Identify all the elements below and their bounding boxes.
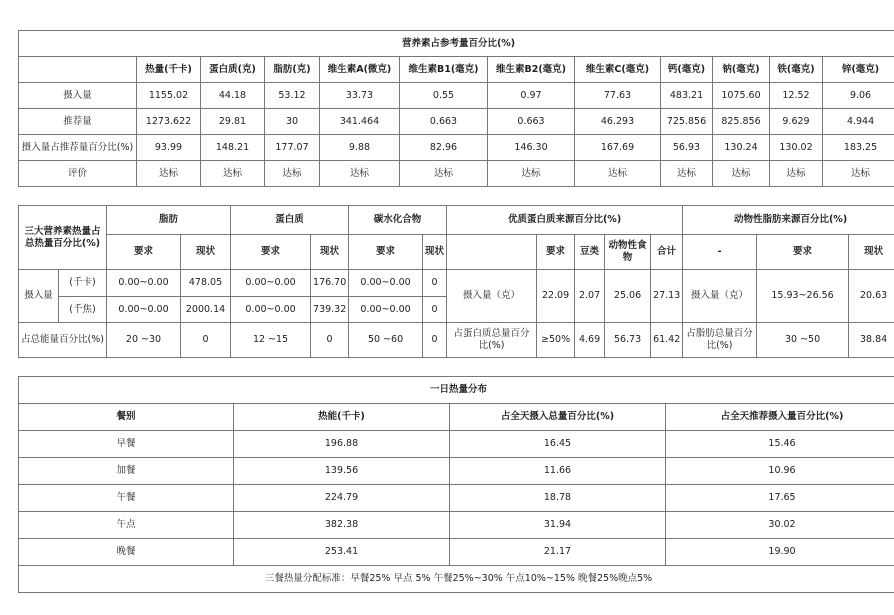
table-row [19, 270, 894, 297]
header-cell: 维生素B1(毫克) [400, 57, 488, 83]
table-cell: 224.79 [234, 485, 450, 512]
row-label: 摄入量占推荐量百分比(%) [19, 135, 137, 161]
table-cell: 达标 [488, 161, 575, 187]
table-cell: 0.00~0.00 [231, 270, 311, 297]
table-row [19, 458, 894, 485]
table-row [19, 161, 894, 187]
table-cell: 0 [181, 323, 231, 358]
header-cell: 要求 [231, 235, 311, 270]
table-cell: 0.97 [488, 83, 575, 109]
table-cell: 达标 [320, 161, 400, 187]
table-cell: 达标 [400, 161, 488, 187]
meal-name: 加餐 [19, 458, 234, 485]
table-cell: 20 ~30 [107, 323, 181, 358]
table-cell: 达标 [770, 161, 823, 187]
table-cell: 27.13 [651, 270, 683, 323]
table-cell: 30 ~50 [757, 323, 849, 358]
table-cell: 253.41 [234, 539, 450, 566]
protein-header: 蛋白质 [231, 206, 349, 235]
meal-name: 早餐 [19, 431, 234, 458]
table-cell: 38.84 [849, 323, 894, 358]
table-cell: 4.944 [823, 109, 894, 135]
table-cell: 53.12 [265, 83, 320, 109]
header-cell: 豆类 [575, 235, 605, 270]
header-cell: 钙(毫克) [661, 57, 713, 83]
table-row [19, 431, 894, 458]
header-cell: 维生素A(微克) [320, 57, 400, 83]
table-cell: 0.00~0.00 [349, 270, 423, 297]
meal-table-title: 一日热量分布 [19, 377, 894, 404]
header-cell [19, 57, 137, 83]
header-cell: 现状 [181, 235, 231, 270]
header-cell: 餐别 [19, 404, 234, 431]
table-row [19, 485, 894, 512]
table-cell: 0 [423, 297, 447, 323]
table-cell: 30.02 [666, 512, 894, 539]
table-cell: 达标 [661, 161, 713, 187]
fat-header: 脂肪 [107, 206, 231, 235]
nutrient-table-title: 营养素占参考量百分比(%) [19, 31, 894, 57]
table-cell: 0.00~0.00 [107, 270, 181, 297]
macro-corner-header: 三大营养素热量占总热量百分比(%) [19, 206, 107, 270]
header-cell: 脂肪(克) [265, 57, 320, 83]
table-cell: 11.66 [450, 458, 666, 485]
row-label: 评价 [19, 161, 137, 187]
header-cell: 要求 [107, 235, 181, 270]
header-cell: 铁(毫克) [770, 57, 823, 83]
table-row [19, 539, 894, 566]
table-cell: 148.21 [201, 135, 265, 161]
table-cell: 196.88 [234, 431, 450, 458]
header-cell: 要求 [349, 235, 423, 270]
table-cell: 达标 [713, 161, 770, 187]
header-cell: 占全天摄入总量百分比(%) [450, 404, 666, 431]
carb-header: 碳水化合物 [349, 206, 447, 235]
table-cell: 1273.622 [137, 109, 201, 135]
table-cell: 50 ~60 [349, 323, 423, 358]
table-cell: ≥50% [537, 323, 575, 358]
meal-name: 午餐 [19, 485, 234, 512]
table-cell: 725.856 [661, 109, 713, 135]
table-cell: 341.464 [320, 109, 400, 135]
nutrient-percentage-table [18, 30, 894, 187]
table-cell: 19.90 [666, 539, 894, 566]
table-cell: 483.21 [661, 83, 713, 109]
table-cell: 46.293 [575, 109, 661, 135]
table-cell: 30 [265, 109, 320, 135]
header-cell: 蛋白质(克) [201, 57, 265, 83]
table-cell: 139.56 [234, 458, 450, 485]
table-cell: 25.06 [605, 270, 651, 323]
table-cell: 达标 [201, 161, 265, 187]
table-cell: 739.32 [311, 297, 349, 323]
table-cell: 21.17 [450, 539, 666, 566]
header-cell: 维生素B2(毫克) [488, 57, 575, 83]
table-cell: 31.94 [450, 512, 666, 539]
animal-pct-label: 占脂肪总量百分比(%) [683, 323, 757, 358]
header-cell: - [683, 235, 757, 270]
table-cell: 61.42 [651, 323, 683, 358]
table-cell: 93.99 [137, 135, 201, 161]
table-cell: 0.663 [400, 109, 488, 135]
table-cell: 0.00~0.00 [231, 297, 311, 323]
table-cell: 77.63 [575, 83, 661, 109]
table-cell: 33.73 [320, 83, 400, 109]
header-cell: 锌(毫克) [823, 57, 894, 83]
animal-fat-header: 动物性脂肪来源百分比(%) [683, 206, 894, 235]
header-cell: 热能(千卡) [234, 404, 450, 431]
table-cell: 17.65 [666, 485, 894, 512]
table-cell: 382.38 [234, 512, 450, 539]
quality-intake-label: 摄入量（克） [447, 270, 537, 323]
pct-label: 占总能量百分比(%) [19, 323, 107, 358]
table-cell: 达标 [137, 161, 201, 187]
table-cell: 130.02 [770, 135, 823, 161]
table-cell: 9.629 [770, 109, 823, 135]
header-cell: 合计 [651, 235, 683, 270]
unit-label: (千焦) [59, 297, 107, 323]
animal-intake-label: 摄入量（克） [683, 270, 757, 323]
table-cell: 16.45 [450, 431, 666, 458]
table-cell: 44.18 [201, 83, 265, 109]
table-cell: 达标 [265, 161, 320, 187]
table-cell: 29.81 [201, 109, 265, 135]
unit-label: (千卡) [59, 270, 107, 297]
table-cell: 15.46 [666, 431, 894, 458]
table-cell: 0.55 [400, 83, 488, 109]
meal-distribution-note: 三餐热量分配标准：早餐25% 早点 5% 午餐25%~30% 午点10%~15% 晚餐25%晚点5% [19, 566, 894, 593]
table-cell: 130.24 [713, 135, 770, 161]
row-label: 推荐量 [19, 109, 137, 135]
table-cell: 22.09 [537, 270, 575, 323]
header-cell: 占全天推荐摄入量百分比(%) [666, 404, 894, 431]
quality-protein-header: 优质蛋白质来源百分比(%) [447, 206, 683, 235]
table-cell: 478.05 [181, 270, 231, 297]
header-cell: 要求 [757, 235, 849, 270]
macronutrient-table [18, 205, 894, 358]
meal-energy-table [18, 376, 894, 593]
table-cell: 56.73 [605, 323, 651, 358]
table-cell: 1075.60 [713, 83, 770, 109]
table-cell: 82.96 [400, 135, 488, 161]
table-cell: 20.63 [849, 270, 894, 323]
table-cell: 10.96 [666, 458, 894, 485]
table-cell: 15.93~26.56 [757, 270, 849, 323]
header-cell [447, 235, 537, 270]
table-cell: 56.93 [661, 135, 713, 161]
table-cell: 2000.14 [181, 297, 231, 323]
table-row [19, 83, 894, 109]
table-cell: 0 [423, 270, 447, 297]
table-cell: 0.663 [488, 109, 575, 135]
table-cell: 176.70 [311, 270, 349, 297]
table-cell: 146.30 [488, 135, 575, 161]
table-cell: 0.00~0.00 [107, 297, 181, 323]
table-cell: 18.78 [450, 485, 666, 512]
quality-pct-label: 占蛋白质总量百分比(%) [447, 323, 537, 358]
nutrient-header-row [19, 57, 894, 83]
table-cell: 9.06 [823, 83, 894, 109]
header-cell: 钠(毫克) [713, 57, 770, 83]
meal-name: 午点 [19, 512, 234, 539]
table-cell: 0.00~0.00 [349, 297, 423, 323]
table-row [19, 512, 894, 539]
row-label: 摄入量 [19, 83, 137, 109]
table-row [19, 109, 894, 135]
header-cell: 热量(千卡) [137, 57, 201, 83]
header-cell: 现状 [423, 235, 447, 270]
table-cell: 167.69 [575, 135, 661, 161]
table-cell: 达标 [575, 161, 661, 187]
header-cell: 动物性食物 [605, 235, 651, 270]
table-cell: 825.856 [713, 109, 770, 135]
header-cell: 维生素C(毫克) [575, 57, 661, 83]
table-cell: 2.07 [575, 270, 605, 323]
table-cell: 9.88 [320, 135, 400, 161]
table-cell: 183.25 [823, 135, 894, 161]
table-cell: 达标 [823, 161, 894, 187]
table-cell: 4.69 [575, 323, 605, 358]
meal-name: 晚餐 [19, 539, 234, 566]
table-cell: 12.52 [770, 83, 823, 109]
table-cell: 177.07 [265, 135, 320, 161]
header-cell: 现状 [849, 235, 894, 270]
header-cell: 现状 [311, 235, 349, 270]
table-row [19, 323, 894, 358]
table-cell: 12 ~15 [231, 323, 311, 358]
table-cell: 0 [423, 323, 447, 358]
table-cell: 1155.02 [137, 83, 201, 109]
header-cell: 要求 [537, 235, 575, 270]
meal-header-row [19, 404, 894, 431]
intake-label: 摄入量 [19, 270, 59, 323]
table-cell: 0 [311, 323, 349, 358]
table-row [19, 135, 894, 161]
